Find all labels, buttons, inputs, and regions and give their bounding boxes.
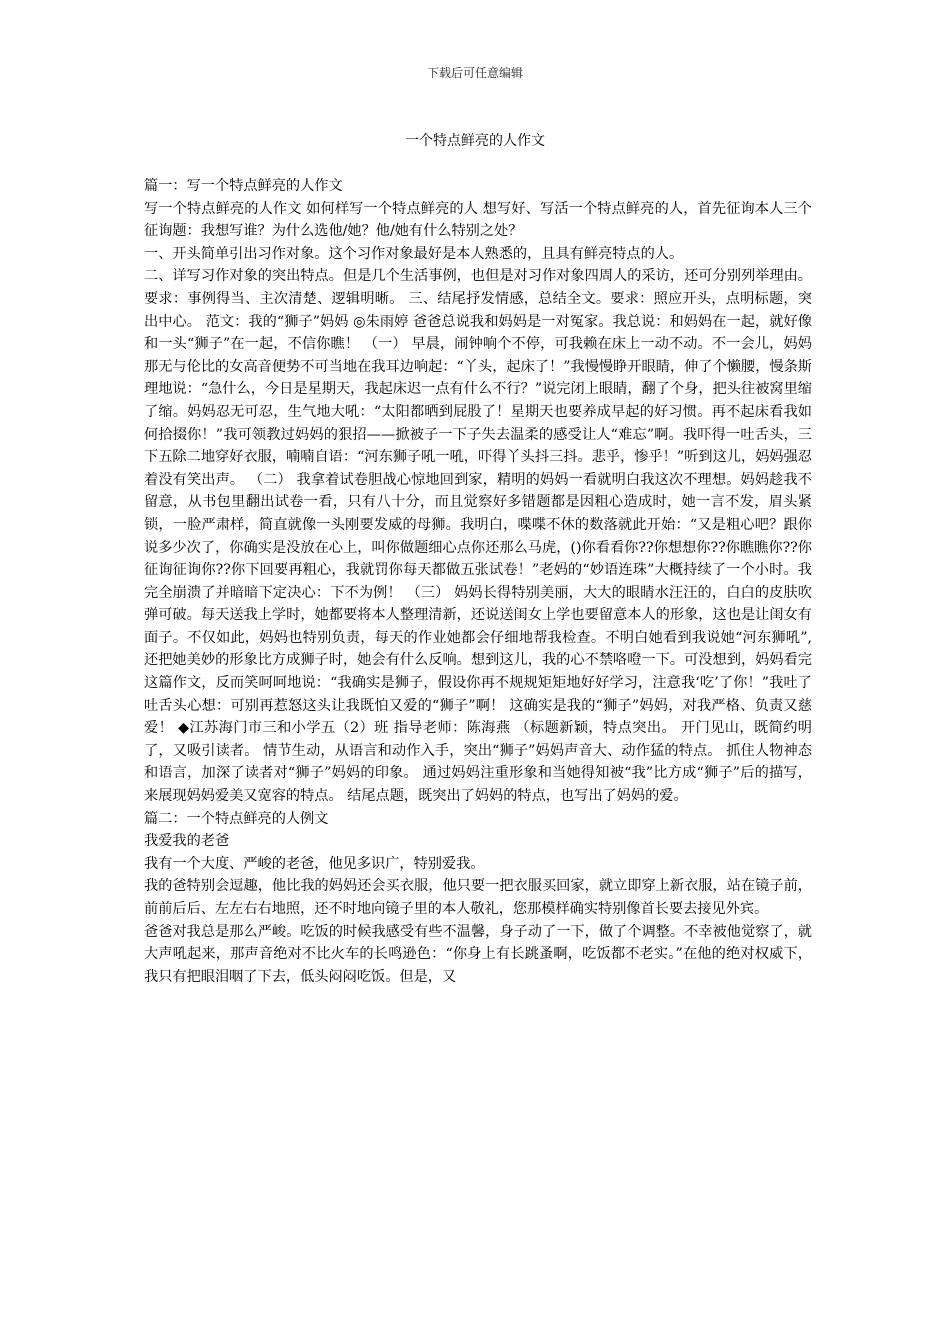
document-body [144,175,812,988]
header-note: 下载后可任意编辑 [426,66,523,80]
document-title: 一个特点鲜亮的人作文 [405,133,545,149]
section-heading-1: 篇一：写一个特点鲜亮的人作文 [144,178,343,194]
paragraph: 我的爸特别会逗趣，他比我的妈妈还会买衣服，他只要一把衣服买回家，就立即穿上新衣服，站在镜子前，前前后后、左左右右地照，还不时地向镜子里的本人敬礼，您那模样确实特别像首长要去接见外宾。 [144,878,812,917]
paragraph: 写一个特点鲜亮的人作文 如何样写一个特点鲜亮的人 想写好、写活一个特点鲜亮的人，首先征询本人三个征询题：我想写谁？为什么选他/她？他/她有什么特别之处？ [144,200,812,240]
paragraph: 一、开头简单引出习作对象。这个习作对象最好是本人熟悉的，且具有鲜亮特点的人。 [144,245,684,262]
paragraph: 爸爸对我总是那么严峻。吃饭的时候我感受有些不温馨，身子动了一下，做了个调整。不幸被他觉察了，就大声吼起来，那声音绝对不比火车的长鸣逊色：“你身上有长跳蚤啊，吃饭都不老实。”在他的绝对权威下，我只有把眼泪咽了下去，低头闷闷吃饭。但是，又 [144,923,812,985]
section-heading-2: 篇二：一个特点鲜亮的人例文 [144,810,329,827]
paragraph: 我有一个大度、严峻的老爸，他见多识广，特别爱我。 [144,855,485,872]
paragraph: 二、详写习作对象的突出特点。但是几个生活事例，也但是对习作对象四周人的采访，还可分别列举理由。要求：事例得当、主次清楚、逻辑明晰。 三、结尾抒发情感，总结全文。要求：照应开头，点明标题，突出中心。 范文：我的“狮子”妈妈 ◎朱雨婷 爸爸总说我和妈妈是一对冤家。我总说：和妈妈在一起，就好像和一头“狮子”在一起，不信你瞧！ （一） 早晨，闹钟响个不停，可我赖在床上一动不动。不一会儿，妈妈那无与伦比的女高音便势不可当地在我耳边响起：“丫头，起床了！”我慢慢睁开眼睛，伸了个懒腰，慢条斯理地说：“急什么，今日是星期天，我起床迟一点有什么不行？”说完闭上眼睛，翻了个身，把头往被窝里缩了缩。妈妈忍无可忍，生气地大吼：“太阳都晒到屁股了！星期天也要养成早起的好习惯。再不起床看我如何拾掇你！”我可领教过妈妈的狠招——掀被子一下子失去温柔的感受让人“难忘”啊。我吓得一吐舌头，三下五除二地穿好衣服，喃喃自语：“河东狮子吼一吼，吓得丫头抖三抖。悲乎，惨乎！”听到这儿，妈妈强忍着没有笑出声。 （二） 我拿着试卷胆战心惊地回到家，精明的妈妈一看就明白我这次不理想。妈妈趁我不留意，从书包里翻出试卷一看，只有八十分，而且觉察好多错题都是因粗心造成时，她一言不发，眉头紧锁，一脸严肃样，简直就像一头刚要发威的母狮。我明白，喋喋不休的数落就此开始：“又是粗心吧？跟你说多少次了，你确实是没放在心上，叫你做题细心点你还那么马虎，()你看看你??你想想你??你瞧瞧你??你征询征询你??你下回要再粗心，我就罚你每天都做五张试卷！”老妈的“妙语连珠”大概持续了一个小时。我完全崩溃了并暗暗下定决心：下不为例！ （三） 妈妈长得特别美丽，大大的眼睛水汪汪的，白白的皮肤吹弹可破。每天送我上学时，她都要将本人整理清新，还说送闺女上学也要留意本人的形象，这也是让闺女有面子。不仅如此，妈妈也特别负责，每天的作业她都会仔细地帮我检查。不明白她看到我说她“河东狮吼”,还把她美妙的形象比方成狮子时，她会有什么反响。想到这儿，我的心不禁咯噔一下。可没想到，妈妈看完这篇作文，反而笑呵呵地说：“我确实是狮子，假设你再不规规矩矩地好好学习，注意我‘吃’了你！”我吐了吐舌头心想：可别再惹怒这头让我既怕又爱的“狮子”啊！ 这确实是我的“狮子”妈妈，对我严格、负责又慈爱！ ◆江苏海门市三和小学五（2）班 指导老师：陈海燕 （标题新颖，特点突出。 开门见山，既简约明了，又吸引读者。 情节生动，从语言和动作入手，突出“狮子”妈妈声音大、动作猛的特点。 抓住人物神态和语言，加深了读者对“狮子”妈妈的印象。 通过妈妈注重形象和当她得知被“我”比方成“狮子”后的描写，来展现妈妈爱美又宽容的特点。 结尾点题，既突出了妈妈的特点，也写出了妈妈的爱。 [144,268,812,805]
essay-title: 我爱我的老爸 [144,833,230,850]
